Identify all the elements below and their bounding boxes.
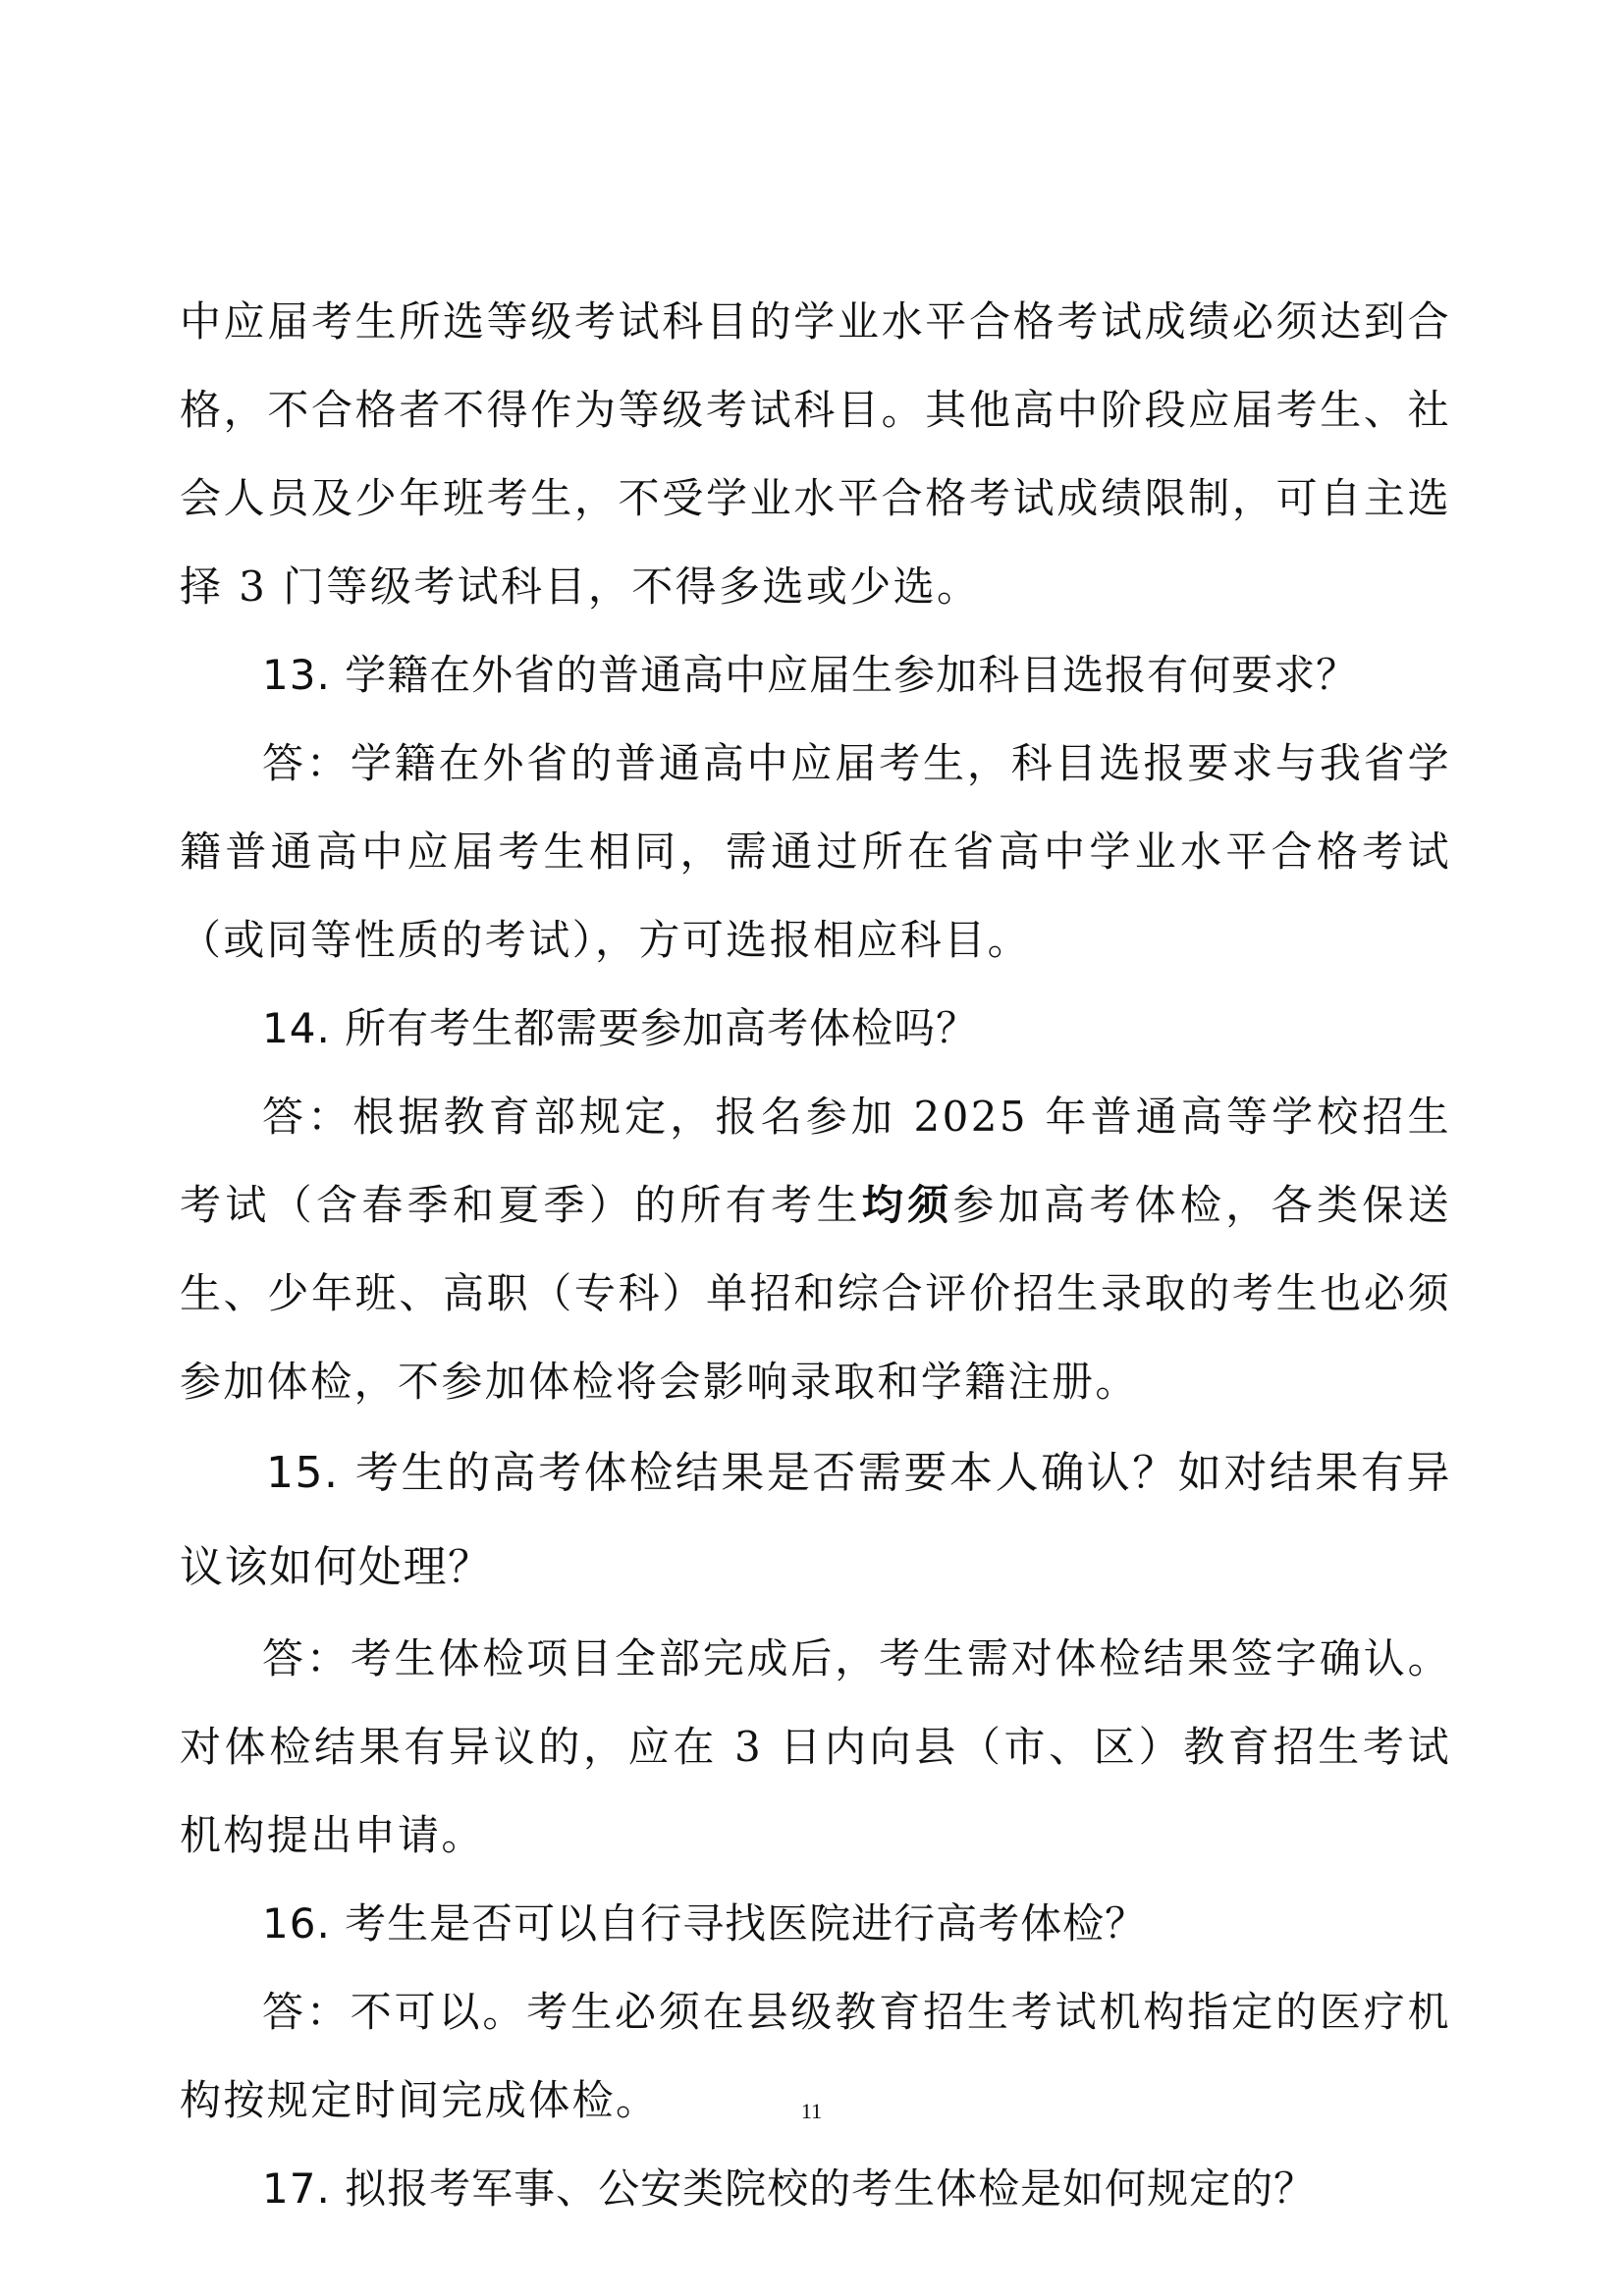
paragraph-continuation: 中应届考生所选等级考试科目的学业水平合格考试成绩必须达到合格，不合格者不得作为等级考试科目。其他高中阶段应届考生、社会人员及少年班考生，不受学业水平合格考试成绩限制，可自主选择 3 门等级考试科目，不得多选或少选。 [180,297,1451,611]
answer-14 [180,1073,1451,1426]
document-body [180,278,1451,2233]
answer-13: 答：学籍在外省的普通高中应届考生，科目选报要求与我省学籍普通高中应届考生相同，需通过所在省高中学业水平合格考试（或同等性质的考试），方可选报相应科目。 [180,739,1451,964]
answer-15: 答：考生体检项目全部完成后，考生需对体检结果签字确认。对体检结果有异议的，应在 3 日内向县（市、区）教育招生考试机构提出申请。 [180,1634,1451,1859]
answer-16: 答：不可以。考生必须在县级教育招生考试机构指定的医疗机构按规定时间完成体检。 [180,1988,1451,2124]
question-16: 16. 考生是否可以自行寻找医院进行高考体检？ [262,1899,1148,1948]
answer-14-text-2: 参加高考体检，各类保送生、少年班、高职（专科）单招和综合评价招生录取的考生也必须参加体检，不参加体检将会影响录取和学籍注册。 [180,1181,1451,1406]
question-17: 17. 拟报考军事、公安类院校的考生体检是如何规定的？ [262,2164,1317,2213]
question-13: 13. 学籍在外省的普通高中应届生参加科目选报有何要求？ [262,651,1359,699]
question-14: 14. 所有考生都需要参加高考体检吗？ [262,1004,979,1052]
answer-14-emphasis: 均须 [861,1181,953,1229]
question-15: 15. 考生的高考体检结果是否需要本人确认？如对结果有异议该如何处理？ [180,1448,1451,1592]
answer-14-text-1: 答：根据教育部规定，报名参加 2025 年普通高等学校招生考试（含春季和夏季）的所有考生 [180,1093,1451,1229]
page-number: 11 [800,2099,823,2123]
